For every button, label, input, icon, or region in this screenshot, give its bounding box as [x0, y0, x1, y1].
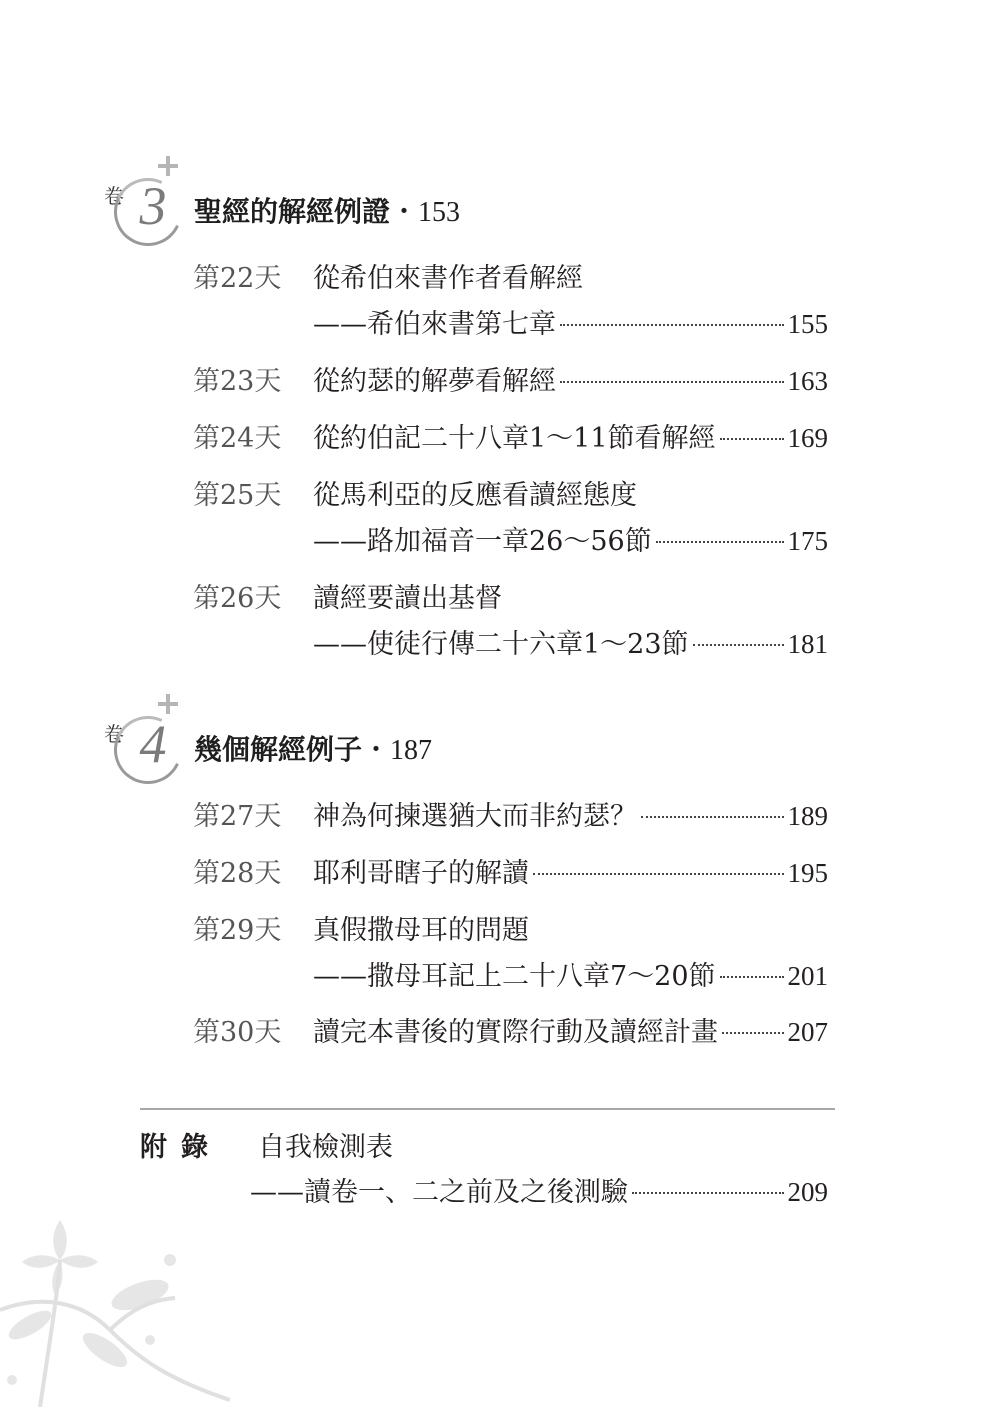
dot-leader	[641, 816, 784, 818]
toc-entry-day-26[interactable]	[193, 576, 828, 666]
dot-leader	[722, 1032, 784, 1034]
dot-leader	[720, 438, 784, 440]
plus-ornament-icon	[158, 156, 178, 176]
entry-line	[313, 1010, 828, 1049]
entry-title: 從希伯來書作者看解經	[313, 263, 583, 294]
entry-title: 神為何揀選猶大而非約瑟？	[313, 801, 637, 832]
dot-leader	[693, 644, 784, 646]
day-label: 第28天	[193, 858, 282, 889]
toc-entry-day-24[interactable]	[193, 416, 828, 456]
plus-ornament-icon	[158, 694, 178, 714]
day-label: 第25天	[193, 480, 282, 511]
toc-entry-day-29[interactable]	[193, 908, 828, 998]
volume-title: 幾個解經例子・187	[194, 733, 433, 766]
day-label: 第24天	[193, 423, 282, 454]
page-number: 201	[787, 961, 828, 991]
entry-title: 從約伯記二十八章1～11節看解經	[313, 423, 716, 454]
page-number: 175	[787, 526, 828, 556]
day-label: 第23天	[193, 366, 282, 397]
appendix-title[interactable]: 自我檢測表	[258, 1132, 393, 1163]
page-number: 163	[787, 366, 828, 396]
volume-label: 卷	[104, 184, 124, 208]
page-number: 169	[787, 423, 828, 453]
entry-subtitle-line: ——希伯來書第七章 155	[313, 309, 828, 340]
section-divider	[140, 1108, 835, 1110]
entry-line	[313, 851, 828, 890]
page-number: 207	[787, 1017, 828, 1047]
entry-title: 讀經要讀出基督	[313, 583, 502, 614]
toc-entry-day-28[interactable]	[193, 851, 828, 891]
entry-line	[313, 794, 828, 833]
day-label: 第27天	[193, 801, 282, 832]
volume-number: 3	[139, 176, 167, 236]
volume-title: 聖經的解經例證・153	[194, 195, 461, 228]
entry-line	[313, 416, 828, 455]
toc-entry-day-23[interactable]	[193, 359, 828, 399]
appendix-label: 附錄	[140, 1132, 222, 1163]
entry-line	[313, 359, 828, 398]
entry-title: 耶利哥瞎子的解讀	[313, 858, 529, 889]
toc-entry-day-30[interactable]	[193, 1010, 828, 1050]
entry-title: 真假撒母耳的問題	[313, 915, 529, 946]
page-number: 209	[787, 1177, 828, 1207]
entry-subtitle-line: ——使徒行傳二十六章1～23節 181	[313, 629, 828, 660]
day-label: 第29天	[193, 915, 282, 946]
dot-leader	[560, 324, 784, 326]
floral-ornament-icon	[0, 1200, 240, 1407]
entry-title: 讀完本書後的實際行動及讀經計畫	[313, 1017, 718, 1048]
dot-leader	[533, 873, 784, 875]
day-label: 第26天	[193, 583, 282, 614]
day-label: 第22天	[193, 263, 282, 294]
appendix-subtitle-line[interactable]: ——讀卷一、二之前及之後測驗 209	[250, 1177, 828, 1208]
page-number: 195	[787, 858, 828, 888]
dot-leader	[560, 381, 784, 383]
entry-subtitle-line: ——路加福音一章26～56節 175	[313, 526, 828, 557]
dot-leader	[720, 976, 784, 978]
day-label: 第30天	[193, 1017, 282, 1048]
entry-title: 從馬利亞的反應看讀經態度	[313, 480, 637, 511]
entry-subtitle-line: ——撒母耳記上二十八章7～20節 201	[313, 961, 828, 992]
toc-entry-day-22[interactable]	[193, 256, 828, 346]
toc-entry-day-25[interactable]	[193, 473, 828, 563]
volume-label: 卷	[104, 722, 124, 746]
entry-title: 從約瑟的解夢看解經	[313, 366, 556, 397]
dot-leader	[632, 1192, 784, 1194]
page-number: 181	[787, 629, 828, 659]
page-number: 155	[787, 309, 828, 339]
volume-4-header	[100, 700, 860, 790]
page-number: 189	[787, 801, 828, 831]
volume-number: 4	[139, 714, 167, 774]
dot-leader	[656, 541, 784, 543]
volume-3-header	[100, 162, 860, 252]
toc-entry-day-27[interactable]	[193, 794, 828, 834]
